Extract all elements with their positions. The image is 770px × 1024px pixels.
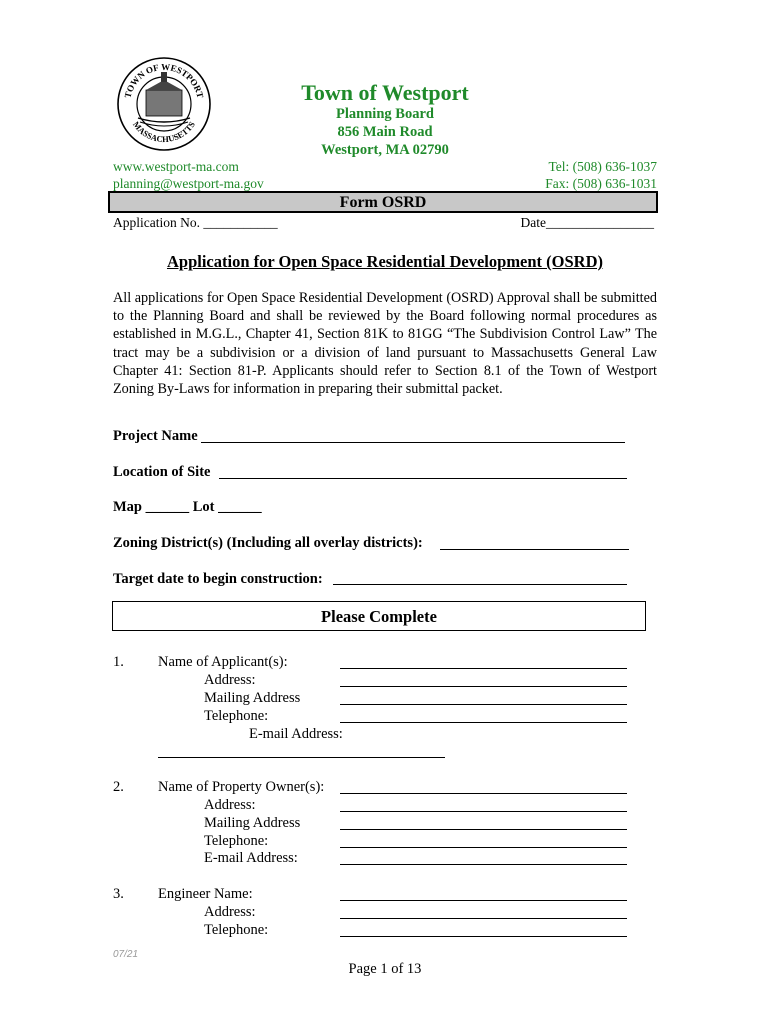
application-number: Application No. ___________: [113, 215, 278, 230]
street-address: 856 Main Road: [337, 124, 433, 140]
applicant-email-line[interactable]: [158, 757, 445, 758]
svg-text:TOWN OF WESTPORT: TOWN OF WESTPORT: [122, 61, 206, 100]
engineer-address-label: Address:: [204, 904, 256, 920]
owner-email-label: E-mail Address:: [204, 850, 298, 866]
zoning-line[interactable]: [440, 549, 629, 550]
location-label: Location of Site: [113, 464, 211, 480]
engineer-telephone-label: Telephone:: [204, 922, 269, 938]
owner-address-label: Address:: [204, 797, 256, 813]
owner-telephone-label: Telephone:: [204, 833, 269, 849]
owner-email-line[interactable]: [340, 864, 627, 865]
application-title: Application for Open Space Residential Development (OSRD): [166, 252, 604, 271]
email-text: planning@westport-ma.gov: [113, 176, 264, 191]
target-date-line[interactable]: [333, 584, 627, 585]
applicant-name-line[interactable]: [340, 668, 627, 669]
applicant-mailing-label: Mailing Address: [204, 690, 301, 706]
applicant-address-label: Address:: [204, 672, 256, 688]
please-complete-banner: Please Complete: [112, 601, 646, 631]
board-name: Planning Board: [336, 106, 434, 122]
town-title: Town of Westport: [301, 80, 469, 105]
engineer-name-line[interactable]: [340, 900, 627, 901]
applicant-name-label: Name of Applicant(s):: [158, 654, 288, 670]
engineer-address-line[interactable]: [340, 918, 627, 919]
owner-address-line[interactable]: [340, 811, 627, 812]
engineer-name-label: Engineer Name:: [158, 886, 253, 902]
city-address: Westport, MA 02790: [321, 142, 449, 158]
owner-name-line[interactable]: [340, 793, 627, 794]
project-name-label: Project Name: [113, 428, 198, 444]
tel-text: Tel: (508) 636-1037: [548, 159, 657, 174]
fax-text: Fax: (508) 636-1031: [545, 176, 657, 191]
intro-paragraph: All applications for Open Space Residential Development (OSRD) Approval shall be submitted to the Planning Board and shall be reviewed by the Board following normal procedures as established in M.G.L., Chapter 41, Section 81K to 81GG “The Subdivision Control Law” The tract may be a subdivision or a division of land pursuant to Massachusetts General Law Chapter 41: Section 81-P. Applicants should refer to Section 8.1 of the Town of Westport Zoning By-Laws for information in preparing their submittal packet.: [113, 290, 657, 398]
svg-text:MASSACHUSETTS: MASSACHUSETTS: [131, 119, 197, 145]
section-number: 1.: [113, 654, 124, 670]
applicant-email-label: E-mail Address:: [249, 726, 343, 742]
project-name-line[interactable]: [201, 442, 625, 443]
section-number: 3.: [113, 886, 124, 902]
page-number: Page 1 of 13: [348, 961, 422, 977]
applicant-telephone-line[interactable]: [340, 722, 627, 723]
zoning-label: Zoning District(s) (Including all overlay districts):: [113, 535, 423, 551]
date-field: Date________________: [520, 215, 654, 230]
applicant-mailing-line[interactable]: [340, 704, 627, 705]
section-number: 2.: [113, 779, 124, 795]
website-text: www.westport-ma.com: [113, 159, 239, 174]
owner-mailing-line[interactable]: [340, 829, 627, 830]
target-date-label: Target date to begin construction:: [113, 571, 323, 587]
owner-name-label: Name of Property Owner(s):: [158, 779, 325, 795]
form-name-banner: Form OSRD: [108, 191, 658, 213]
engineer-telephone-line[interactable]: [340, 936, 627, 937]
form-revision-code: 07/21: [113, 949, 139, 960]
owner-mailing-label: Mailing Address: [204, 815, 301, 831]
map-lot-field: Map ______ Lot ______: [113, 499, 262, 515]
location-line[interactable]: [219, 478, 627, 479]
applicant-address-line[interactable]: [340, 686, 627, 687]
applicant-telephone-label: Telephone:: [204, 708, 269, 724]
owner-telephone-line[interactable]: [340, 847, 627, 848]
